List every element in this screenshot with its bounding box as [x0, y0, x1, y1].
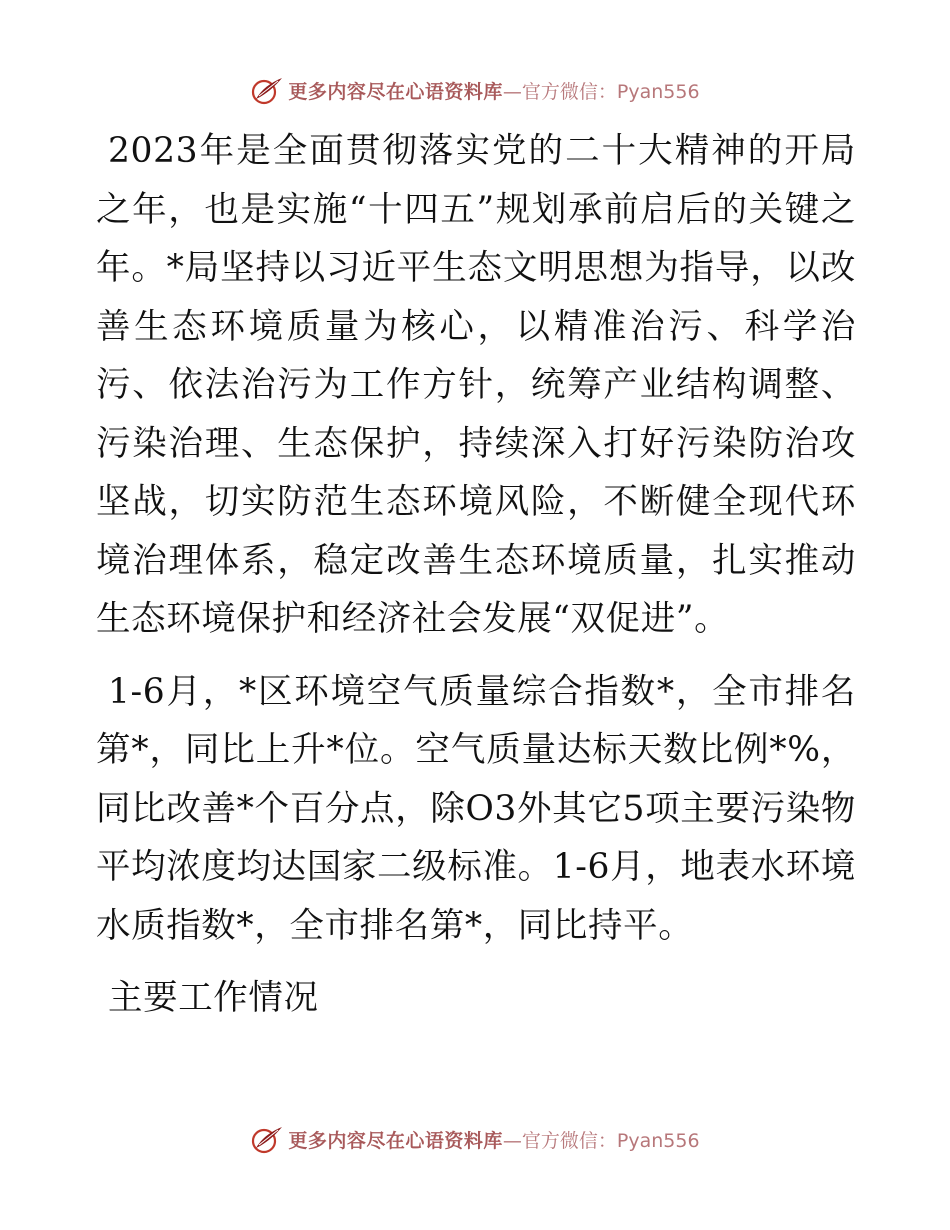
- header-watermark: [0, 75, 950, 105]
- watermark-main-text: 更多内容尽在心语资料库: [288, 1129, 503, 1152]
- section-heading: 主要工作情况: [108, 978, 319, 1018]
- footer-watermark: [0, 1124, 950, 1154]
- paragraph-intro: 2023年是全面贯彻落实党的二十大精神的开局之年，也是实施“十四五”规划承前启后的关键之年。*局坚持以习近平生态文明思想为指导，以改善生态环境质量为核心，以精准治污、科学治污、依法治污为工作方针，统筹产业结构调整、污染治理、生态保护，持续深入打好污染防治攻坚战，切实防范生态环境风险，不断健全现代环境治理体系，稳定改善生态环境质量，扎实推动生态环境保护和经济社会发展“双促进”。: [96, 131, 856, 639]
- watermark-main-text: 更多内容尽在心语资料库: [288, 80, 503, 103]
- document-body: [96, 122, 856, 1027]
- watermark-sub-text: —官方微信：Pyan556: [502, 1129, 700, 1152]
- watermark-sub-text: —官方微信：Pyan556: [502, 80, 700, 103]
- feather-pen-logo-icon: [250, 1124, 284, 1154]
- feather-pen-logo-icon: [250, 75, 284, 105]
- paragraph-statistics: 1-6月，*区环境空气质量综合指数*，全市排名第*，同比上升*位。空气质量达标天数比例*%，同比改善*个百分点，除O3外其它5项主要污染物平均浓度均达国家二级标准。1-6月，地表水环境水质指数*，全市排名第*，同比持平。: [96, 671, 856, 946]
